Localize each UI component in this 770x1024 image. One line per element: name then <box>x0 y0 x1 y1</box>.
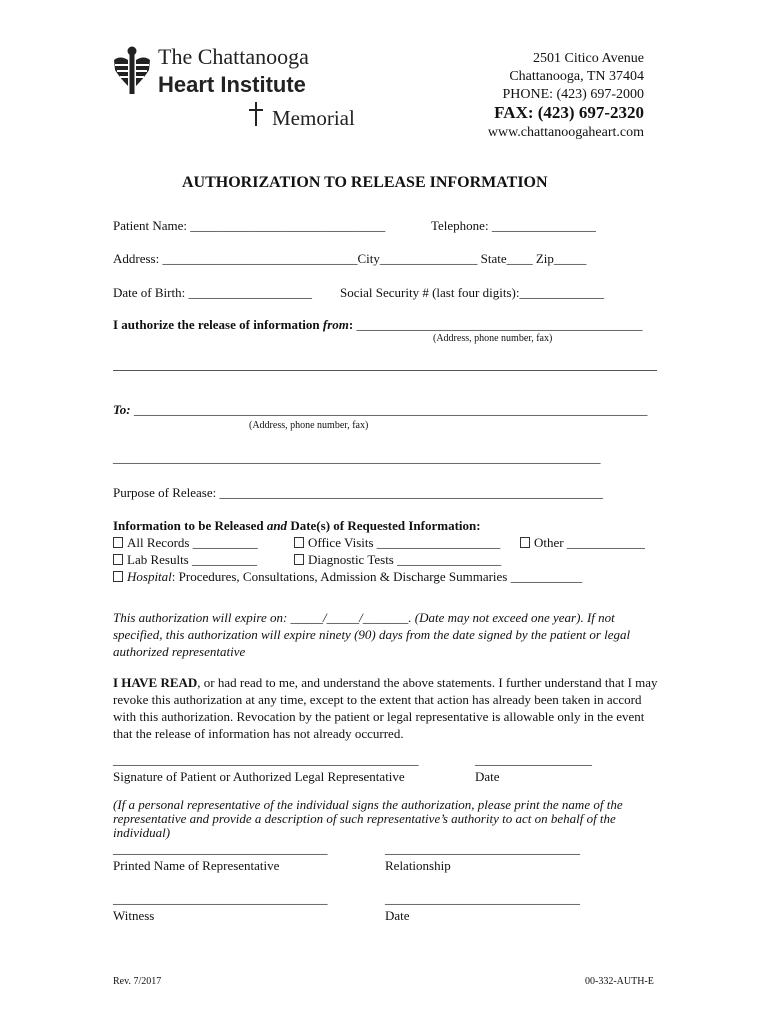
telephone-field[interactable]: Telephone: ________________ <box>431 218 596 233</box>
purpose-field[interactable]: Purpose of Release: ___________________________________________________________ <box>113 485 604 500</box>
cross-icon <box>249 102 263 126</box>
website[interactable]: www.chattanoogaheart.com <box>487 125 644 140</box>
form-code: 00-332-AUTH-E <box>585 976 654 987</box>
to-line-2[interactable]: ___________________________________________________________________________ <box>113 450 601 465</box>
acknowledgement-text: I HAVE READ, or had read to me, and understand the above statements. I further understand that I may revoke this authorization at any time, except to the extent that action has already been taken in accord with this authorization. Revocation by the patient or legal representative is allowable only in the event that the release of information has not already occurred. <box>113 675 658 741</box>
release-from-label: I authorize the release of information <box>113 317 323 332</box>
witness-date-label: Date <box>385 908 410 923</box>
option-hospital[interactable]: Hospital: Procedures, Consultations, Admission & Discharge Summaries ___________ <box>113 569 582 585</box>
witness-label: Witness <box>113 908 155 923</box>
all-records-checkbox[interactable] <box>113 537 123 548</box>
logo-line1: The Chattanooga <box>158 44 309 69</box>
other-checkbox[interactable] <box>520 537 530 548</box>
representative-note: (If a personal representative of the individual signs the authorization, please print the name of the representative and provide a description of such representative’s authority to act on behalf of the individual) <box>113 797 623 840</box>
from-line-2[interactable] <box>113 370 657 371</box>
heart-logo-icon <box>112 46 152 98</box>
signature-line[interactable]: _______________________________________________ <box>113 752 419 767</box>
relationship-label: Relationship <box>385 858 451 873</box>
to-hint: (Address, phone number, fax) <box>249 420 369 431</box>
form-title: AUTHORIZATION TO RELEASE INFORMATION <box>182 174 548 191</box>
logo-line3: Memorial <box>272 106 355 130</box>
address-field[interactable]: Address: ______________________________City_______________ State____ Zip_____ <box>113 251 587 266</box>
office-visits-checkbox[interactable] <box>294 537 304 548</box>
printed-name-line[interactable]: _________________________________ <box>113 841 328 856</box>
witness-line[interactable]: _________________________________ <box>113 891 328 906</box>
logo <box>112 44 372 134</box>
expiration-text[interactable]: This authorization will expire on: _____/_____/_______. (Date may not exceed one year). If not specified, this authorization will expire ninety (90) days from the date signed by the patient or legal authorized representative <box>113 610 631 659</box>
date-label: Date <box>475 769 500 784</box>
patient-name-field[interactable]: Patient Name: ______________________________ <box>113 218 386 233</box>
logo-line2: Heart Institute <box>158 72 306 97</box>
address-line1: 2501 Citico Avenue <box>533 51 644 66</box>
option-other[interactable]: Other ____________ <box>520 535 645 551</box>
release-from-colon: : <box>348 317 357 332</box>
witness-date-line[interactable]: ______________________________ <box>385 891 580 906</box>
option-diagnostic-tests[interactable]: Diagnostic Tests ________________ <box>294 552 501 568</box>
option-office-visits[interactable]: Office Visits ___________________ <box>294 535 500 551</box>
lab-results-checkbox[interactable] <box>113 554 123 565</box>
hospital-checkbox[interactable] <box>113 571 123 582</box>
fax: FAX: (423) 697-2320 <box>494 103 644 122</box>
release-to-field[interactable] <box>113 402 647 418</box>
ssn-field[interactable]: Social Security # (last four digits):_____________ <box>340 285 604 300</box>
from-hint: (Address, phone number, fax) <box>433 333 553 344</box>
release-from-field[interactable] <box>113 317 642 333</box>
release-from-line: ____________________________________________ <box>356 317 643 332</box>
info-heading: Information to be Released and Date(s) of Requested Information: <box>113 518 481 533</box>
signature-label: Signature of Patient or Authorized Legal Representative <box>113 769 405 784</box>
option-all-records[interactable]: All Records __________ <box>113 535 258 551</box>
address-line2: Chattanooga, TN 37404 <box>509 69 644 84</box>
revision: Rev. 7/2017 <box>113 976 162 987</box>
printed-name-label: Printed Name of Representative <box>113 858 280 873</box>
date-line[interactable]: __________________ <box>475 752 592 767</box>
release-to-line: _______________________________________________________________________________ <box>133 402 648 417</box>
phone: PHONE: (423) 697-2000 <box>502 87 644 102</box>
release-from-word: from <box>322 317 349 332</box>
dob-field[interactable]: Date of Birth: ___________________ <box>113 285 312 300</box>
diagnostic-tests-checkbox[interactable] <box>294 554 304 565</box>
option-lab-results[interactable]: Lab Results __________ <box>113 552 257 568</box>
relationship-line[interactable]: ______________________________ <box>385 841 580 856</box>
release-to-label: To: <box>113 402 134 417</box>
